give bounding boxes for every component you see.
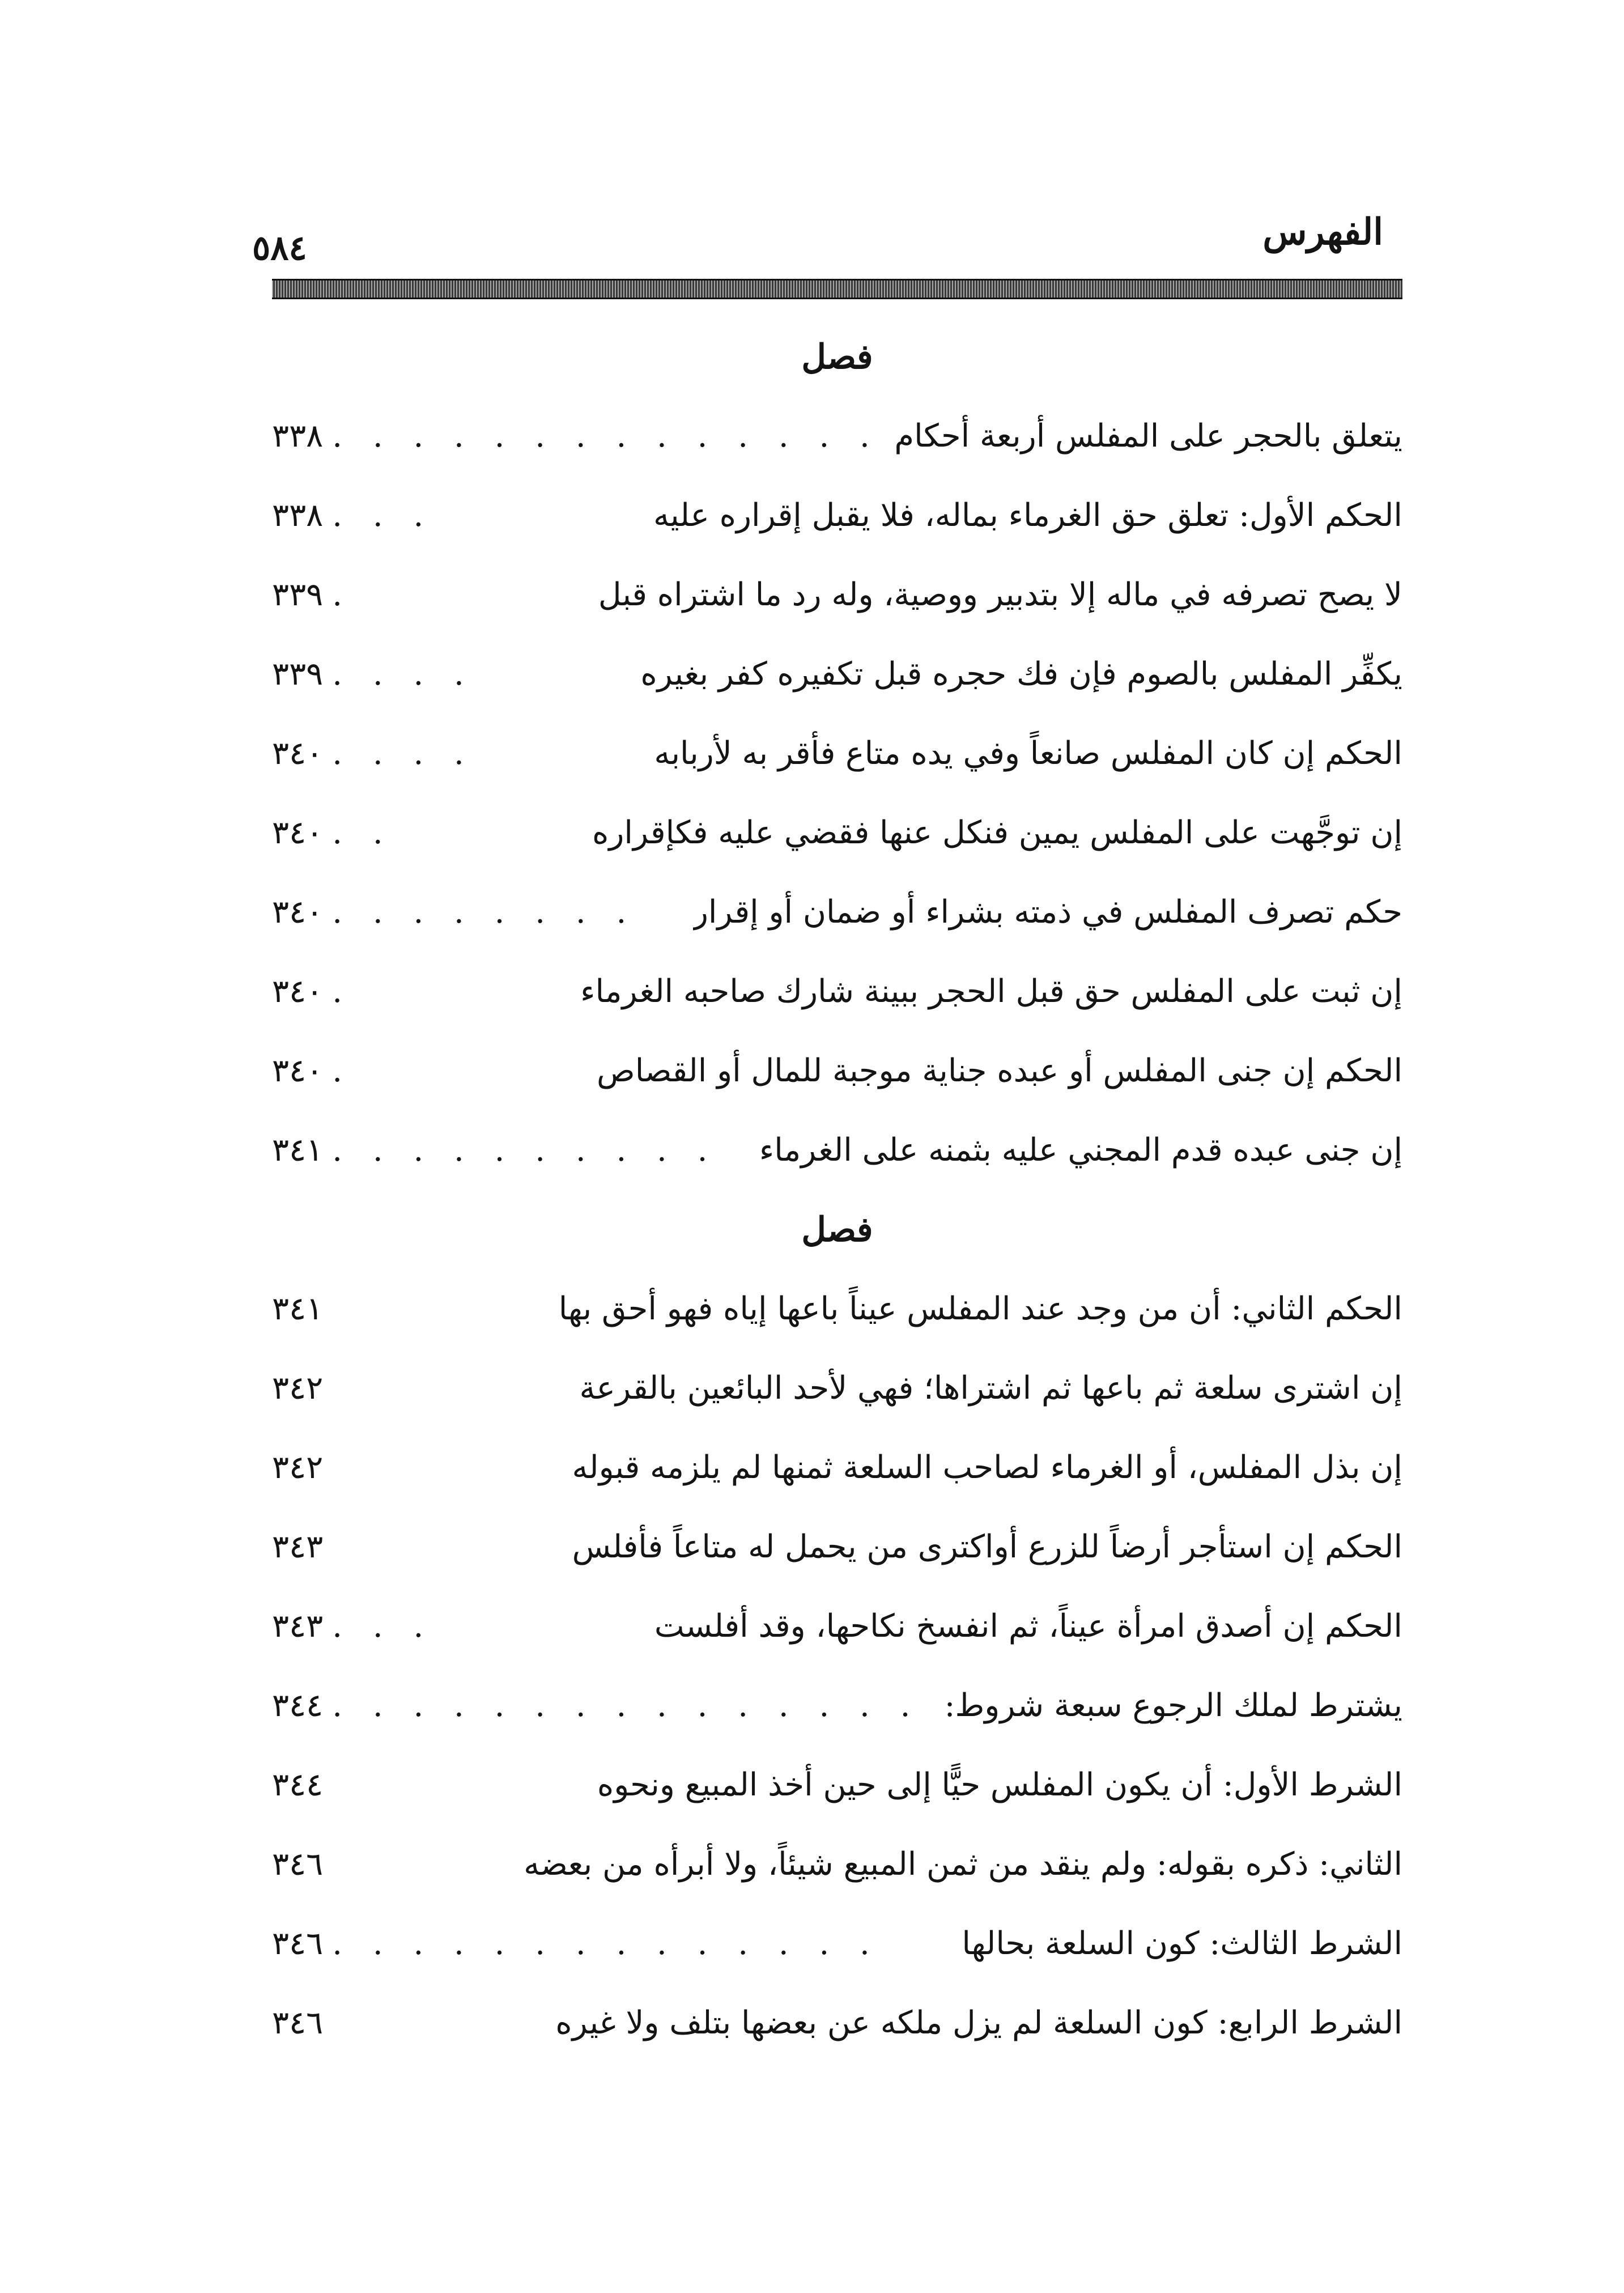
entry-title: الثاني: ذكره بقوله: ولم ينقد من ثمن المبيع شيئاً، ولا أبرأه من بعضه <box>524 1846 1402 1883</box>
dot-leader: . . . <box>332 1608 434 1645</box>
running-title: الفهرس <box>1262 211 1383 253</box>
dot-leader: . . . . . . . . . . . . . . <box>332 418 880 455</box>
entry-page-number: ٣٤٤ <box>272 1687 324 1724</box>
toc-entry <box>272 1111 1402 1190</box>
dot-leader: . . <box>332 814 393 851</box>
entry-page-number: ٣٤٠ <box>272 735 324 772</box>
toc-entry <box>272 1428 1402 1508</box>
page-number: ٥٨٤ <box>252 228 307 268</box>
header-rule <box>272 279 1402 299</box>
toc-entry <box>272 1508 1402 1587</box>
toc-entry <box>272 1984 1402 2063</box>
toc-entry <box>272 1904 1402 1984</box>
entry-title: حكم تصرف المفلس في ذمته بشراء أو ضمان أو إقرار <box>692 894 1402 931</box>
entry-page-number: ٣٤٠ <box>272 894 324 931</box>
dot-leader: . . . <box>332 497 434 534</box>
entry-title: الحكم إن كان المفلس صانعاً وفي يده متاع فأقر به لأربابه <box>654 735 1402 772</box>
entry-title: إن ثبت على المفلس حق قبل الحجر ببينة شارك صاحبه الغرماء <box>580 973 1402 1010</box>
entry-title: الشرط الثالث: كون السلعة بحالها <box>962 1925 1402 1962</box>
entry-page-number: ٣٣٩ <box>272 576 324 613</box>
entry-title: الشرط الرابع: كون السلعة لم يزل ملكه عن بعضها بتلف ولا غيره <box>555 2005 1402 2041</box>
entry-title: الحكم إن جنى المفلس أو عبده جناية موجبة للمال أو القصاص <box>596 1052 1402 1089</box>
toc-entry <box>272 1746 1402 1825</box>
entry-title: يكفِّر المفلس بالصوم فإن فك حجره قبل تكفيره كفر بغيره <box>640 656 1402 693</box>
entry-page-number: ٣٤٣ <box>272 1608 324 1645</box>
entry-page-number: ٣٤٦ <box>272 1925 324 1962</box>
dot-leader: . . . . <box>332 735 474 772</box>
entry-page-number: ٣٤٣ <box>272 1528 324 1565</box>
table-of-contents <box>272 317 1402 2063</box>
entry-page-number: ٣٤٦ <box>272 1846 324 1883</box>
toc-entry <box>272 397 1402 476</box>
toc-entry <box>272 952 1402 1031</box>
toc-entry <box>272 1349 1402 1428</box>
entry-page-number: ٣٤٠ <box>272 814 324 851</box>
dot-leader: . . . . . . . . . . <box>332 1132 718 1169</box>
toc-entry <box>272 635 1402 714</box>
entry-page-number: ٣٤٠ <box>272 1052 324 1089</box>
toc-entry <box>272 793 1402 873</box>
toc-entry <box>272 1031 1402 1111</box>
entry-page-number: ٣٣٨ <box>272 418 324 455</box>
dot-leader: . <box>332 576 353 613</box>
dot-leader: . . . . . . . . . . . . . . <box>332 1925 880 1962</box>
toc-entry <box>272 1825 1402 1904</box>
entry-title: الشرط الأول: أن يكون المفلس حيًّا إلى حين أخذ المبيع ونحوه <box>597 1767 1402 1803</box>
toc-entry <box>272 714 1402 793</box>
toc-entry <box>272 1666 1402 1746</box>
entry-title: يتعلق بالحجر على المفلس أربعة أحكام <box>894 418 1402 455</box>
entry-page-number: ٣٣٨ <box>272 497 324 534</box>
toc-entry <box>272 476 1402 555</box>
entry-title: الحكم الثاني: أن من وجد عند المفلس عيناً باعها إياه فهو أحق بها <box>558 1290 1402 1327</box>
entry-title: الحكم الأول: تعلق حق الغرماء بماله، فلا يقبل إقراره عليه <box>653 497 1402 534</box>
toc-entry <box>272 555 1402 635</box>
dot-leader: . <box>332 1052 353 1089</box>
entry-page-number: ٣٤٢ <box>272 1449 324 1486</box>
entry-title: إن جنى عبده قدم المجني عليه بثمنه على الغرماء <box>759 1132 1402 1169</box>
entry-page-number: ٣٤١ <box>272 1132 324 1169</box>
entry-page-number: ٣٤١ <box>272 1290 324 1327</box>
section-heading: فصل <box>801 337 873 377</box>
dot-leader: . . . . . . . . <box>332 894 637 931</box>
dot-leader: . . . . <box>332 656 474 693</box>
entry-title: يشترط لملك الرجوع سبعة شروط: <box>944 1687 1402 1724</box>
entry-page-number: ٣٣٩ <box>272 656 324 693</box>
entry-page-number: ٣٤٢ <box>272 1370 324 1407</box>
entry-title: إن بذل المفلس، أو الغرماء لصاحب السلعة ثمنها لم يلزمه قبوله <box>572 1449 1402 1486</box>
entry-title: إن توجَّهت على المفلس يمين فنكل عنها فقضي عليه فكإقراره <box>592 814 1402 851</box>
entry-page-number: ٣٤٠ <box>272 973 324 1010</box>
entry-title: الحكم إن أصدق امرأة عيناً، ثم انفسخ نكاحها، وقد أفلست <box>654 1608 1402 1645</box>
dot-leader: . <box>332 973 353 1010</box>
section-heading: فصل <box>801 1210 873 1250</box>
entry-title: لا يصح تصرفه في ماله إلا بتدبير ووصية، وله رد ما اشتراه قبل <box>598 576 1402 613</box>
entry-title: إن اشترى سلعة ثم باعها ثم اشتراها؛ فهي لأحد البائعين بالقرعة <box>579 1370 1402 1407</box>
entry-page-number: ٣٤٤ <box>272 1767 324 1803</box>
dot-leader: . . . . . . . . . . . . . . . <box>332 1687 921 1724</box>
toc-entry <box>272 1269 1402 1349</box>
entry-title: الحكم إن استأجر أرضاً للزرع أواكترى من يحمل له متاعاً فأفلس <box>572 1528 1402 1565</box>
toc-entry <box>272 1587 1402 1666</box>
toc-entry <box>272 873 1402 952</box>
entry-page-number: ٣٤٦ <box>272 2005 324 2041</box>
